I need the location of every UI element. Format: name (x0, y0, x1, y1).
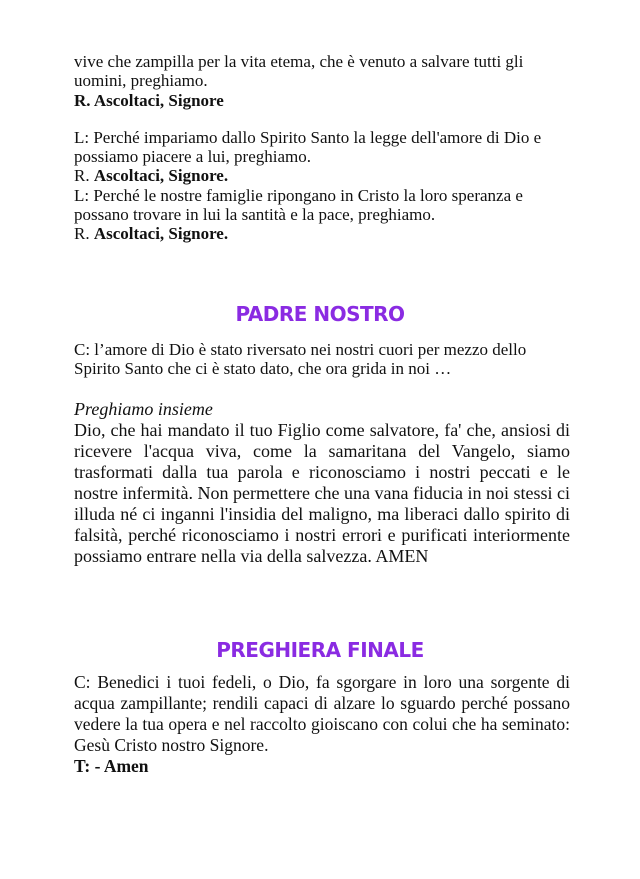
prayer-1 (74, 128, 570, 185)
intro-response: R. Ascoltaci, Signore (74, 91, 224, 110)
preghiera-finale-section (74, 672, 570, 777)
prayer-response (74, 166, 570, 185)
response-bold: Ascoltaci, Signore. (93, 166, 229, 185)
prayer-text: L: Perché le nostre famiglie ripongano in Cristo la loro speranza e possano trovare in lui la santità e la pace, preghiamo. (74, 186, 523, 224)
prayer-2 (74, 186, 570, 243)
preghiera-finale-body: C: Benedici i tuoi fedeli, o Dio, fa sgorgare in loro una sorgente di acqua zampillante; rendili capaci di alzare lo sguardo perché possano vedere la tua opera e nel raccolto gioiscano con colui che ha seminato: Gesù Cristo nostro Signore. (74, 672, 570, 755)
intro-line: vive che zampilla per la vita etema, che è venuto a salvare tutti gli uomini, preghiamo. (74, 52, 524, 90)
padre-nostro-intro (74, 340, 570, 378)
response-bold: Ascoltaci, Signore. (93, 224, 229, 243)
padre-nostro-prayer (74, 399, 570, 567)
padre-nostro-intro-text: C: l’amore di Dio è stato riversato nei nostri cuori per mezzo dello Spirito Santo che ci è stato dato, che ora grida in noi … (74, 340, 527, 378)
padre-nostro-heading: PADRE NOSTRO (235, 302, 405, 326)
padre-nostro-body: Dio, che hai mandato il tuo Figlio come salvatore, fa' che, ansiosi di ricevere l'acqua viva, come la samaritana del Vangelo, siamo trasformati dalla tua parola e riconosciamo i nostri peccati e le nostre infermità. Non permettere che una vana fiducia in noi stessi ci illuda né ci inganni l'insidia del maligno, ma liberaci dallo spirito di falsità, perché riconosciamo i nostri errori e purificati interiormente possiamo entrare nella via della salvezza. AMEN (74, 420, 570, 566)
prayer-text: L: Perché impariamo dallo Spirito Santo la legge dell'amore di Dio e possiamo piacere a lui, preghiamo. (74, 128, 542, 166)
amen-response: T: - Amen (74, 756, 149, 776)
intro-section (74, 52, 570, 110)
response-prefix: R. (74, 224, 94, 243)
preghiera-finale-heading: PREGHIERA FINALE (216, 638, 424, 662)
preghiamo-subheading: Preghiamo insieme (74, 399, 213, 419)
response-prefix: R. (74, 166, 94, 185)
prayer-response (74, 224, 570, 243)
